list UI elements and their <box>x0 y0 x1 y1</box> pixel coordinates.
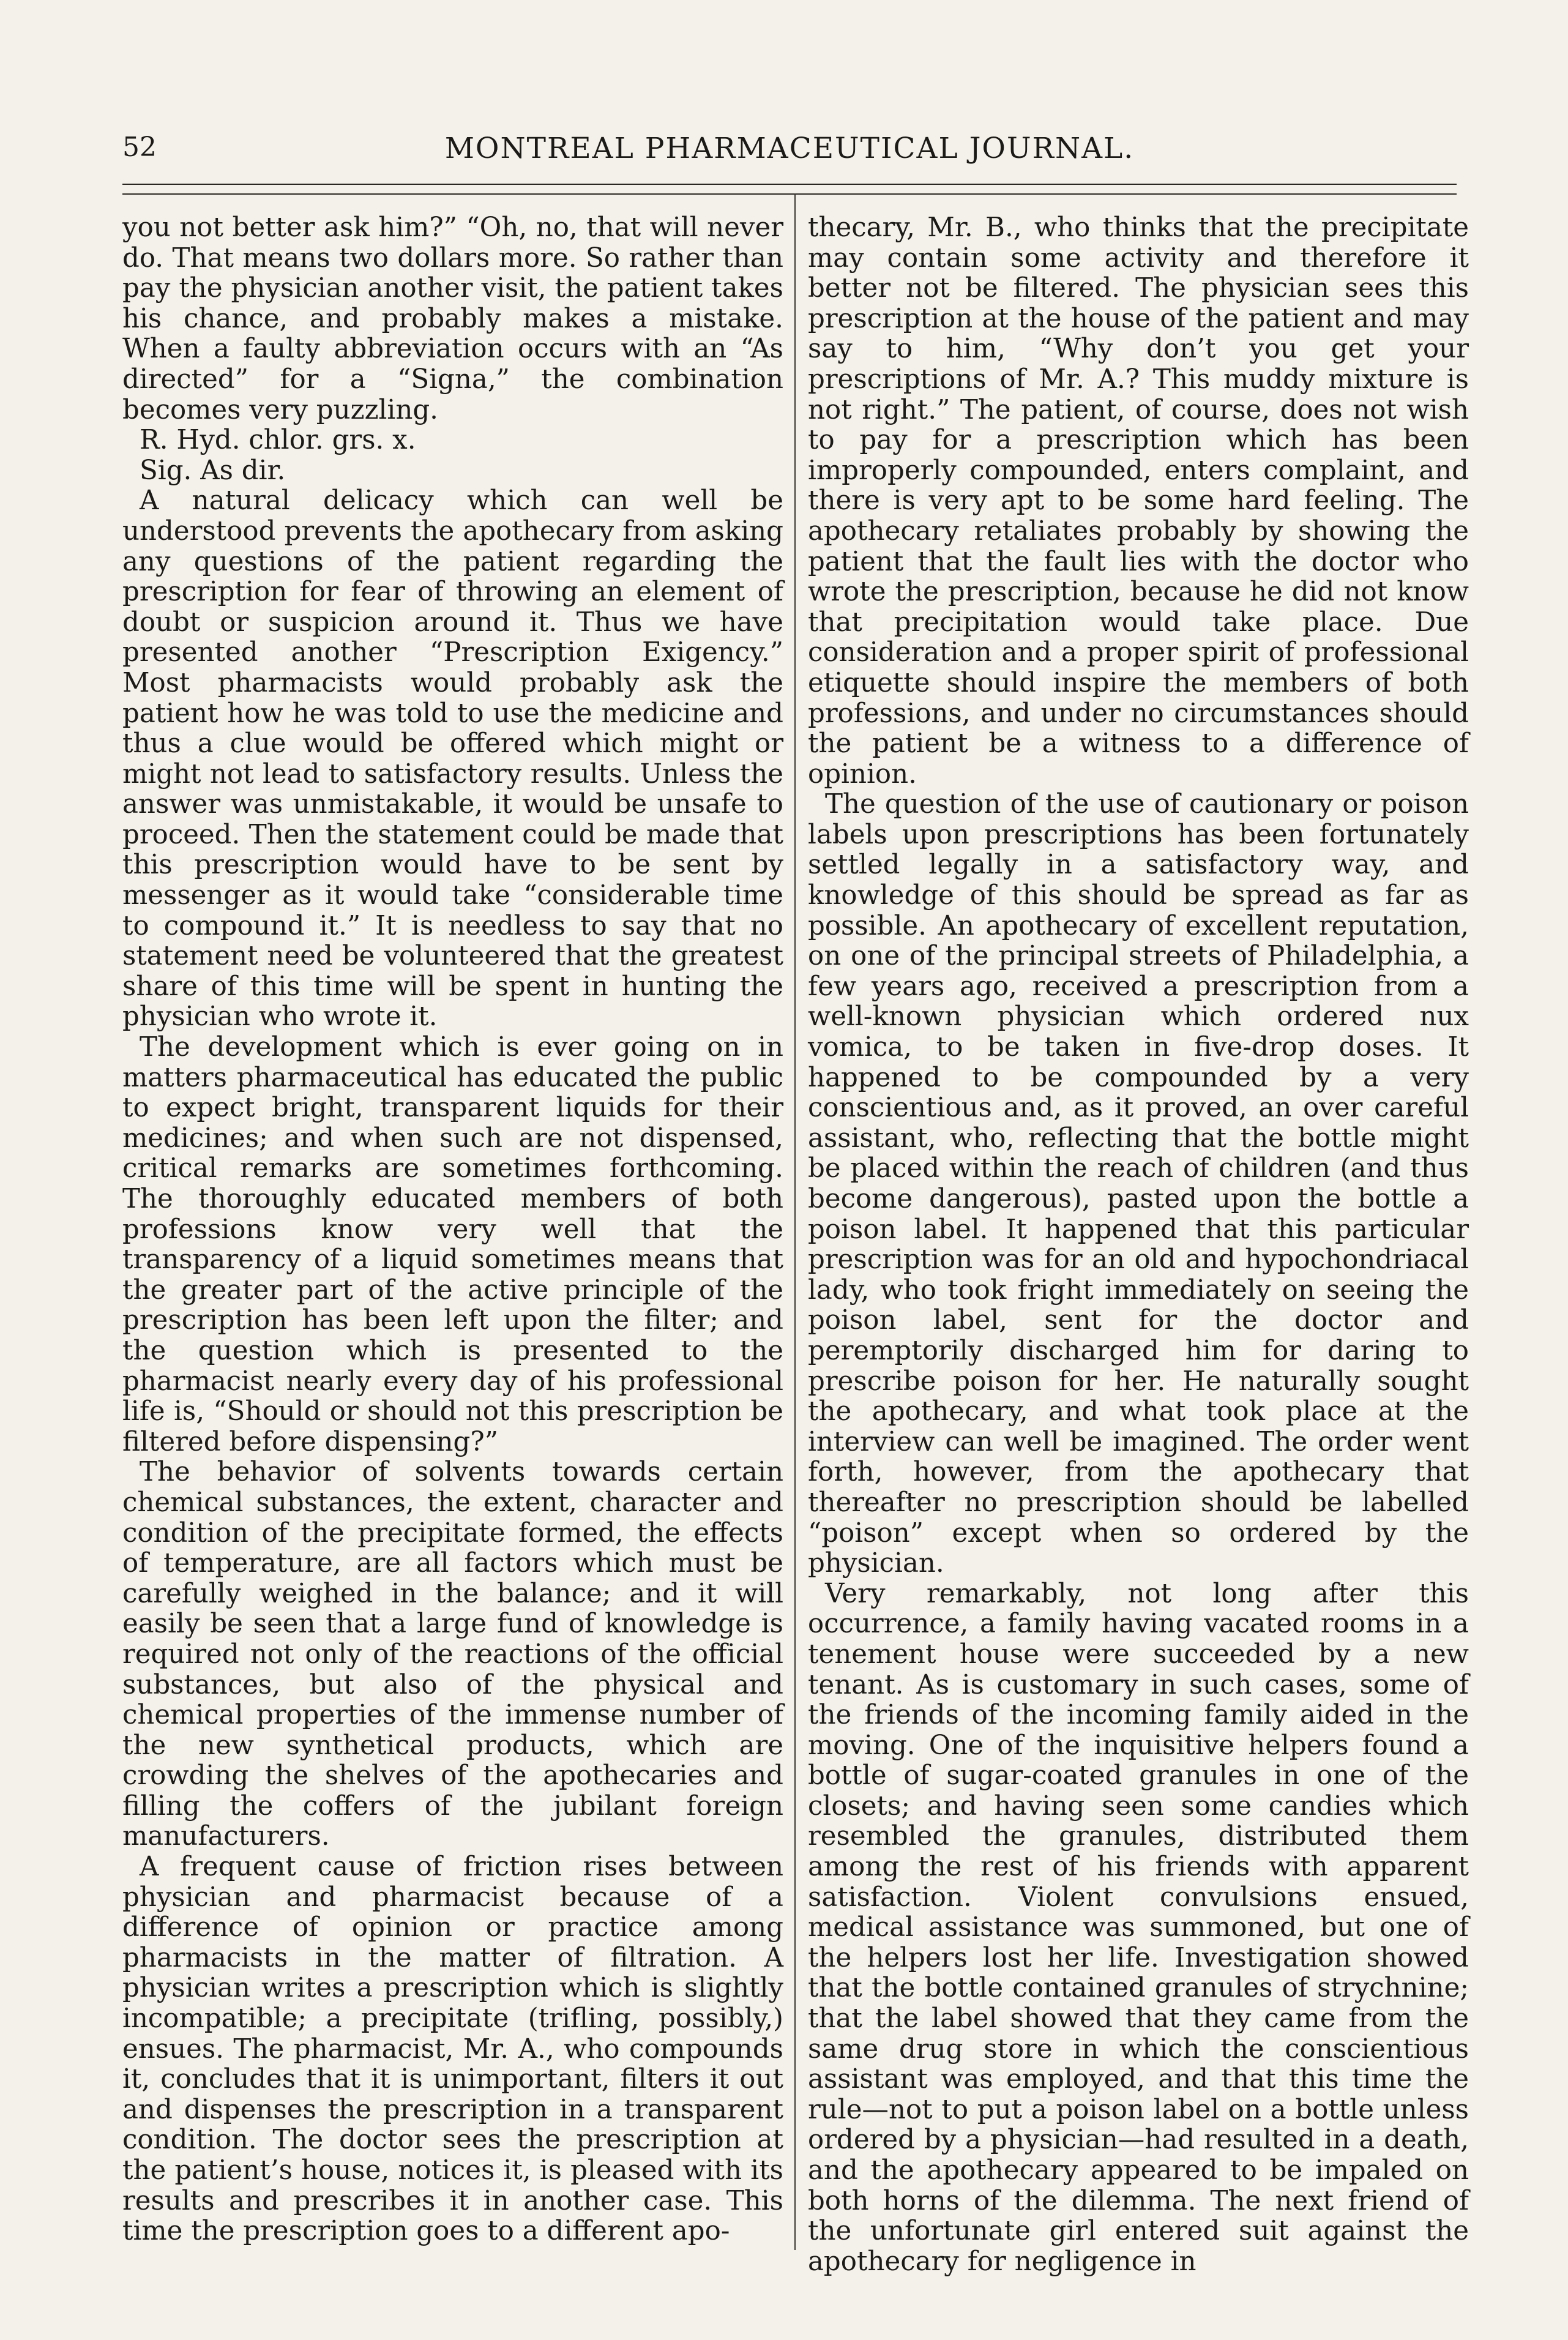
header-rule-top <box>122 184 1457 185</box>
paragraph: A frequent cause of friction rises between physician and pharmacist because of a difference of opinion or practice among pharmacists in the matter of filtration. A physician writes a prescription which is slightly incompatible; a precipitate (trifling, possibly,) ensues. The pharmacist, Mr. A., who compounds it, concludes that it is unimportant, filters it out and dispenses the prescription in a transparent condition. The doctor sees the prescription at the patient’s house, notices it, is pleased with its results and prescribes it in another case. This time the prescription goes to a different apo- <box>122 1852 783 2247</box>
paragraph: Very remarkably, not long after this occurrence, a family having vacated rooms in a tenement house were succeeded by a new tenant. As is customary in such cases, some of the friends of the incoming family aided in the moving. One of the inquisitive helpers found a bottle of sugar-coated granules in one of the closets; and having seen some candies which resembled the granules, distributed them among the rest of his friends with apparent satisfaction. Violent convulsions ensued, medical assistance was summoned, but one of the helpers lost her life. Investigation showed that the bottle contained granules of strychnine; that the label showed that they came from the same drug store in which the conscientious assistant was employed, and that this time the rule—not to put a poison label on a bottle unless ordered by a physician—had resulted in a death, and the apothecary appeared to be impaled on both horns of the dilemma. The next friend of the unfortunate girl entered suit against the apothecary for negligence in <box>808 1578 1469 2277</box>
journal-title: MONTREAL PHARMACEUTICAL JOURNAL. <box>444 132 1135 165</box>
prescription-line: R. Hyd. chlor. grs. x. <box>140 425 416 456</box>
header-rule-bottom <box>122 193 1457 195</box>
page-number: 52 <box>122 132 157 163</box>
column-divider <box>794 193 796 2250</box>
left-column <box>122 213 783 2247</box>
paragraph: The question of the use of cautionary or poison labels upon prescriptions has been fortunately settled legally in a satisfactory way, and knowledge of this should be spread as far as possible. An apothecary of excellent reputation, on one of the principal streets of Philadelphia, a few years ago, received a prescription from a well-known physician which ordered nux vomica, to be taken in five-drop doses. It happened to be compounded by a very conscientious and, as it proved, an over careful assistant, who, reflecting that the bottle might be placed within the reach of children (and thus become dangerous), pasted upon the bottle a poison label. It happened that this particular prescription was for an old and hypochondriacal lady, who took fright immediately on seeing the poison label, sent for the doctor and peremptorily discharged him for daring to prescribe poison for her. He naturally sought the apothecary, and what took place at the interview can well be imagined. The order went forth, however, from the apothecary that thereafter no prescription should be labelled “poison” except when so ordered by the physician. <box>808 789 1469 1579</box>
right-column <box>808 213 1469 2277</box>
page-header <box>122 132 1457 174</box>
prescription-line: Sig. As dir. <box>140 455 286 486</box>
paragraph: thecary, Mr. B., who thinks that the precipitate may contain some activity and therefore it better not be filtered. The physician sees this prescription at the house of the patient and may say to him, “Why don’t you get your prescriptions of Mr. A.? This muddy mixture is not right.” The patient, of course, does not wish to pay for a prescription which has been improperly compounded, enters complaint, and there is very apt to be some hard feeling. The apothecary retaliates probably by showing the patient that the fault lies with the doctor who wrote the prescription, because he did not know that precipitation would take place. Due consideration and a proper spirit of professional etiquette should inspire the members of both professions, and under no circumstances should the patient be a witness to a difference of opinion. <box>808 212 1469 790</box>
paragraph: The development which is ever going on in matters pharmaceutical has educated the public to expect bright, transparent liquids for their medicines; and when such are not dispensed, critical remarks are sometimes forthcoming. The thoroughly educated members of both professions know very well that the transparency of a liquid sometimes means that the greater part of the active principle of the prescription has been left upon the filter; and the question which is presented to the pharmacist nearly every day of his professional life is, “Should or should not this prescription be filtered before dispensing?” <box>122 1032 783 1457</box>
paragraph: A natural delicacy which can well be understood prevents the apothecary from asking any questions of the patient regarding the prescription for fear of throwing an element of doubt or suspicion around it. Thus we have presented another “Prescription Exigency.” Most pharmacists would probably ask the patient how he was told to use the medicine and thus a clue would be offered which might or might not lead to satisfactory results. Unless the answer was unmistakable, it would be unsafe to proceed. Then the statement could be made that this prescription would have to be sent by messenger as it would take “considerable time to compound it.” It is needless to say that no statement need be volunteered that the greatest share of this time will be spent in hunting the physician who wrote it. <box>122 485 783 1033</box>
paragraph: The behavior of solvents towards certain chemical substances, the extent, character and condition of the precipitate formed, the effects of temperature, are all factors which must be carefully weighed in the balance; and it will easily be seen that a large fund of knowledge is required not only of the reactions of the official substances, but also of the physical and chemical properties of the immense number of the new synthetical products, which are crowding the shelves of the apothecaries and filling the coffers of the jubilant foreign manufacturers. <box>122 1457 783 1852</box>
paragraph: you not better ask him?” “Oh, no, that will never do. That means two dollars more. So rather than pay the physician another visit, the patient takes his chance, and probably makes a mistake. When a faulty abbreviation occurs with an “As directed” for a “Signa,” the combination becomes very puzzling. <box>122 212 783 425</box>
